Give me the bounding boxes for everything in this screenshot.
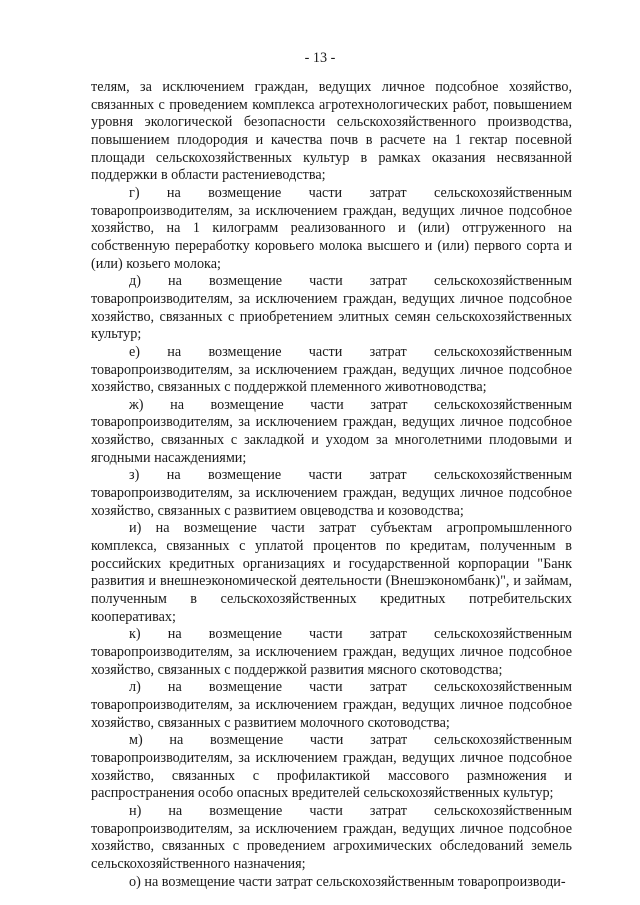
paragraph-continuation: телям, за исключением граждан, ведущих личное подсобное хозяйство, связанных с проведением комплекса агротехнологических работ, повышением уровня экологической безопасности сельскохозяйственного производства, повышением плодородия и качества почв в расчете на 1 гектар посевной площади сельскохозяйственных культур в рамках оказания несвязанной поддержки в области растениеводства; bbox=[91, 79, 572, 184]
paragraph-item-m: м) на возмещение части затрат сельскохозяйственным товаропроизводителям, за исключением граждан, ведущих личное подсобное хозяйство, связанных с профилактикой массового размножения и распространения особо опасных вредителей сельскохозяйственных культур; bbox=[91, 732, 572, 802]
paragraph-item-z: з) на возмещение части затрат сельскохозяйственным товаропроизводителям, за исключением граждан, ведущих личное подсобное хозяйство, связанных с развитием овцеводства и козоводства; bbox=[91, 467, 572, 519]
paragraph-item-e: е) на возмещение части затрат сельскохозяйственным товаропроизводителям, за исключением граждан, ведущих личное подсобное хозяйство, связанных с поддержкой племенного животноводства; bbox=[91, 343, 572, 396]
paragraph-item-n: н) на возмещение части затрат сельскохозяйственным товаропроизводителям, за исключением граждан, ведущих личное подсобное хозяйство, связанных с проведением агрохимических обследований земель сельскохозяйственного назначения; bbox=[91, 802, 572, 872]
paragraph-item-g: г) на возмещение части затрат сельскохозяйственным товаропроизводителям, за исключением граждан, ведущих личное подсобное хозяйство, на 1 килограмм реализованного и (или) отгруженного на собственную переработку коровьего молока высшего и (или) первого сорта и (или) козьего молока; bbox=[91, 184, 572, 272]
page-number: - 13 - bbox=[304, 50, 336, 66]
paragraph-item-d: д) на возмещение части затрат сельскохозяйственным товаропроизводителям, за исключением граждан, ведущих личное подсобное хозяйство, связанных с приобретением элитных семян сельскохозяйственных культур; bbox=[91, 273, 572, 343]
paragraph-item-o: о) на возмещение части затрат сельскохозяйственным товаропроизводи- bbox=[129, 873, 566, 890]
paragraph-item-k: к) на возмещение части затрат сельскохозяйственным товаропроизводителям, за исключением граждан, ведущих личное подсобное хозяйство, связанных с поддержкой развития мясного скотоводства; bbox=[91, 626, 572, 678]
paragraph-item-i: и) на возмещение части затрат субъектам агропромышленного комплекса, связанных с уплатой процентов по кредитам, полученным в российских кредитных организациях и государственной корпорации "Банк развития и внешнеэкономической деятельности (Внешэкономбанк)", и займам, полученным в сельскохозяйственных кредитных потребительских кооперативах; bbox=[91, 520, 572, 625]
paragraph-item-l: л) на возмещение части затрат сельскохозяйственным товаропроизводителям, за исключением граждан, ведущих личное подсобное хозяйство, связанных с развитием молочного скотоводства; bbox=[91, 679, 572, 731]
document-body bbox=[91, 79, 572, 891]
paragraph-item-zh: ж) на возмещение части затрат сельскохозяйственным товаропроизводителям, за исключением граждан, ведущих личное подсобное хозяйство, связанных с закладкой и уходом за многолетними плодовыми и ягодными насаждениями; bbox=[91, 396, 572, 466]
